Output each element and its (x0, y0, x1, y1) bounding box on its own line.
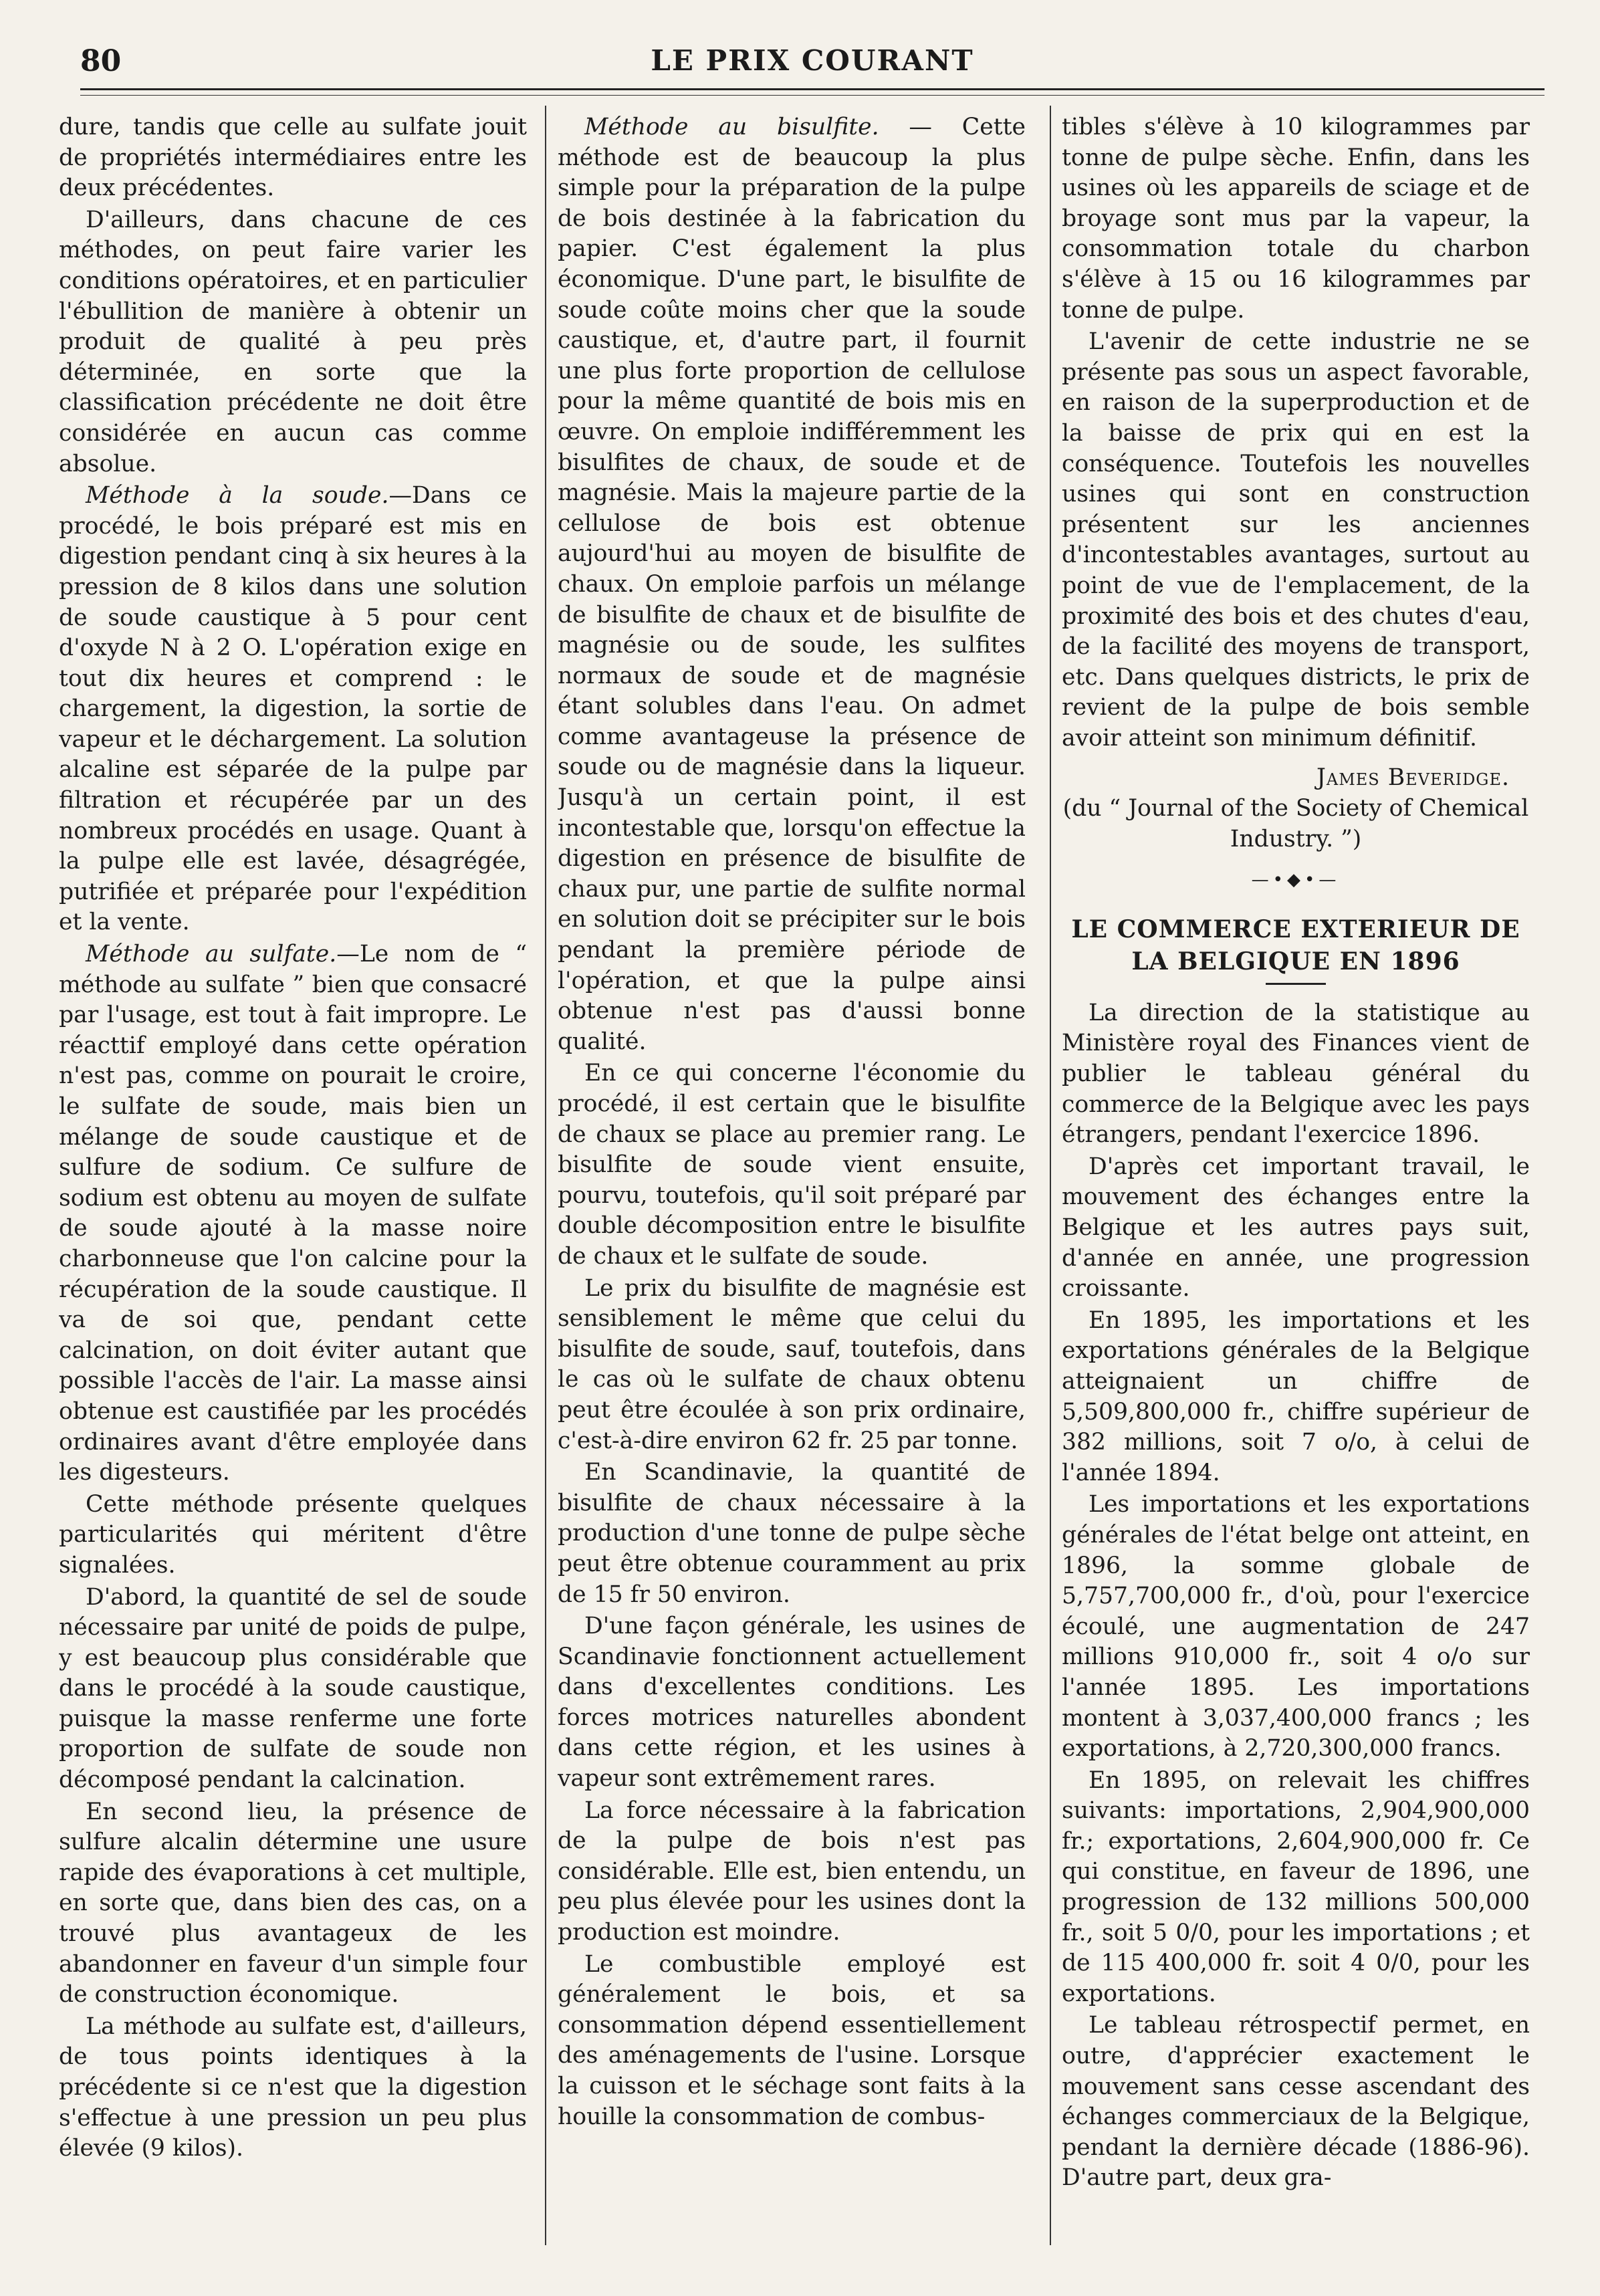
paragraph: En 1895, les importations et les exportations générales de la Belgique atteignaient un chiffre de 5,509,800,000 fr., chiffre supérieur de 382 millions, soit 7 o/o, à celui de l'année 1894. (1062, 1306, 1530, 1486)
paragraph: Les importations et les exportations générales de l'état belge ont atteint, en 1896, la somme globale de 5,757,700,000 fr., d'où, pour l'exercice écoulé, une augmentation de 247 millions 910,000 fr., soit 4 o/o sur l'année 1895. Les importations montent à 3,037,400,000 francs ; les exportations, à 2,720,300,000 francs. (1062, 1491, 1530, 1762)
column-2 (558, 112, 1026, 2252)
paragraph: D'une façon générale, les usines de Scandinavie fonctionnent actuellement dans d'excellentes conditions. Les forces motrices naturelles abondent dans cette région, et les usines à vapeur sont extrêmement rares. (558, 1613, 1026, 1793)
method-heading: Méthode au bisulfite. (584, 114, 879, 140)
column-divider-2 (1050, 106, 1051, 2245)
column-1 (59, 112, 527, 2252)
section-title: LE COMMERCE EXTERIEUR DE LA BELGIQUE EN 1896 (1071, 915, 1520, 975)
paragraph: Le combustible employé est généralement le bois, et sa consommation dépend essentiellement des aménagements de l'usine. Lorsque la cuisson et le séchage sont faits à la houille la consommation de combus- (558, 1950, 1026, 2130)
paragraph: Cette méthode présente quelques particularités qui méritent d'être signalées. (59, 1490, 527, 1579)
paragraph: D'ailleurs, dans chacune de ces méthodes, on peut faire varier les conditions opératoires, et en particulier l'ébullition de manière à obtenir un produit de qualité à peu près déterminée, en sorte que la classification précédente ne doit être considérée en aucun cas comme absolue. (59, 206, 527, 477)
method-heading: Méthode à la soude. (86, 482, 389, 509)
paragraph: L'avenir de cette industrie ne se présente pas sous un aspect favorable, en raison de la superproduction et de la baisse de prix qui en est la conséquence. Toutefois les nouvelles usines qui sont en construction présentent sur les anciennes d'incontestables avantages, surtout au point de vue de l'emplacement, de la proximité des bois et des chutes d'eau, de la facilité des moyens de transport, etc. Dans quelques districts, le prix de revient de la pulpe de bois semble avoir atteint son minimum définitif. (1062, 328, 1530, 752)
header-rule-thin (80, 95, 1545, 96)
paragraph (59, 939, 527, 1488)
paragraph: dure, tandis que celle au sulfate jouit de propriétés intermédiaires entre les deux précédentes. (59, 114, 527, 202)
source-citation: (du “ Journal of the Society of Chemical Industry. ”) (1062, 795, 1529, 852)
author-signature: James Beveridge. (1317, 764, 1510, 792)
paragraph: En Scandinavie, la quantité de bisulfite de chaux nécessaire à la production d'une tonne de pulpe sèche peut être obtenue couramment au prix de 15 fr 50 environ. (558, 1459, 1026, 1608)
paragraph (59, 481, 527, 938)
title-underline (1266, 983, 1326, 985)
method-heading: Méthode au sulfate. (86, 941, 337, 968)
column-3 (1062, 112, 1530, 2252)
section-ornament: —•◆•— (1251, 870, 1341, 891)
paragraph (558, 112, 1026, 1057)
paragraph: En ce qui concerne l'économie du procédé, il est certain que le bisulfite de chaux se place au premier rang. Le bisulfite de soude vient ensuite, pourvu, toutefois, qu'il soit préparé par double décomposition entre le bisulfite de chaux et le sulfate de soude. (558, 1060, 1026, 1270)
paragraph-body: —Dans ce procédé, le bois préparé est mis en digestion pendant cinq à six heures à la pression de 8 kilos dans une solution de soude caustique à 5 pour cent d'oxyde N à 2 O. L'opération exige en tout dix heures et comprend : le chargement, la digestion, la sortie de vapeur et le déchargement. La solution alcaline est séparée de la pulpe par filtration et récupérée par un des nombreux procédés en usage. Quant à la pulpe elle est lavée, désagrégée, putrifiée et préparée pour l'expédition et la vente. (59, 482, 527, 936)
paragraph: En second lieu, la présence de sulfure alcalin détermine une usure rapide des évaporations à cet multiple, en sorte que, dans bien des cas, on a trouvé plus avantageux de les abandonner en faveur d'un simple four de construction économique. (59, 1798, 527, 2008)
running-title: LE PRIX COURANT (651, 44, 974, 77)
paragraph-body: — Cette méthode est de beaucoup la plus simple pour la préparation de la pulpe de bois destinée à la fabrication du papier. C'est également la plus économique. D'une part, le bisulfite de soude coûte moins cher que la soude caustique, et, d'autre part, il fournit une plus forte proportion de cellulose pour la même quantité de bois mis en œuvre. On emploie indifféremment les bisulfites de chaux, de soude et de magnésie. Mais la majeure partie de la cellulose de bois est obtenue aujourd'hui au moyen de bisulfite de chaux. On emploie parfois un mélange de bisulfite de chaux et de bisulfite de magnésie ou de soude, les sulfites normaux de soude et de magnésie étant solubles dans l'eau. On admet comme avantageuse la présence de soude ou de magnésie dans la liqueur. Jusqu'à un certain point, il est incontestable que, lorsqu'on effectue la digestion en présence de bisulfite de chaux pur, une partie de sulfite normal en solution doit se précipiter sur le bois pendant la première période de l'opération, et que la pulpe ainsi obtenue n'est pas d'aussi bonne qualité. (558, 114, 1026, 1055)
page-number: 80 (80, 44, 122, 78)
header-rule-thick (80, 88, 1545, 90)
paragraph-body: —Le nom de “ méthode au sulfate ” bien que consacré par l'usage, est tout à fait impropre. Le réacttif employé dans cette opération n'est pas, comme on pourait le croire, le sulfate de soude, mais bien un mélange de soude caustique et de sulfure de sodium. Ce sulfure de sodium est obtenu au moyen de sulfate de soude ajouté à la masse noire charbonneuse que l'on calcine pour la récupération de la soude caustique. Il va de soi que, pendant cette calcination, on doit éviter autant que possible l'accès de l'air. La masse ainsi obtenue est caustifiée par les procédés ordinaires avant d'être employée dans les digesteurs. (59, 941, 527, 1486)
paragraph: La direction de la statistique au Ministère royal des Finances vient de publier le tableau général du commerce de la Belgique avec les pays étrangers, pendant l'exercice 1896. (1062, 999, 1530, 1149)
paragraph: La force nécessaire à la fabrication de la pulpe de bois n'est pas considérable. Elle est, bien entendu, un peu plus élevée pour les usines dont la production est moindre. (558, 1797, 1026, 1946)
paragraph: D'abord, la quantité de sel de soude nécessaire par unité de poids de pulpe, y est beaucoup plus considérable que dans le procédé à la soude caustique, puisque la masse renferme une forte proportion de sulfate de soude non décomposé pendant la calcination. (59, 1583, 527, 1794)
column-divider-1 (545, 106, 546, 2245)
page-header (80, 40, 1545, 87)
paragraph: D'après cet important travail, le mouvement des échanges entre la Belgique et les autres pays suit, d'année en année, une progression croissante. (1062, 1153, 1530, 1302)
paragraph: Le tableau rétrospectif permet, en outre, d'apprécier exactement le mouvement sans cesse ascendant des échanges commerciaux de la Belgique, pendant la dernière décade (1886-96). D'autre part, deux gra- (1062, 2012, 1530, 2192)
paragraph: tibles s'élève à 10 kilogrammes par tonne de pulpe sèche. Enfin, dans les usines où les appareils de sciage et de broyage sont mus par la vapeur, la consommation totale du charbon s'élève à 15 ou 16 kilogrammes par tonne de pulpe. (1062, 114, 1530, 324)
paragraph: Le prix du bisulfite de magnésie est sensiblement le même que celui du bisulfite de soude, sauf, toutefois, dans le cas où le sulfate de chaux obtenu peut être écoulée à son prix ordinaire, c'est-à-dire environ 62 fr. 25 par tonne. (558, 1274, 1026, 1454)
paragraph: En 1895, on relevait les chiffres suivants: importations, 2,904,900,000 fr.; exportations, 2,604,900,000 fr. Ce qui constitue, en faveur de 1896, une progression de 132 millions 500,000 fr., soit 5 0/0, pour les importations ; et de 115 400,000 fr. soit 4 0/0, pour les exportations. (1062, 1766, 1530, 2007)
paragraph: La méthode au sulfate est, d'ailleurs, de tous points identiques à la précédente si ce n'est que la digestion s'effectue à une pression un peu plus élevée (9 kilos). (59, 2013, 527, 2162)
